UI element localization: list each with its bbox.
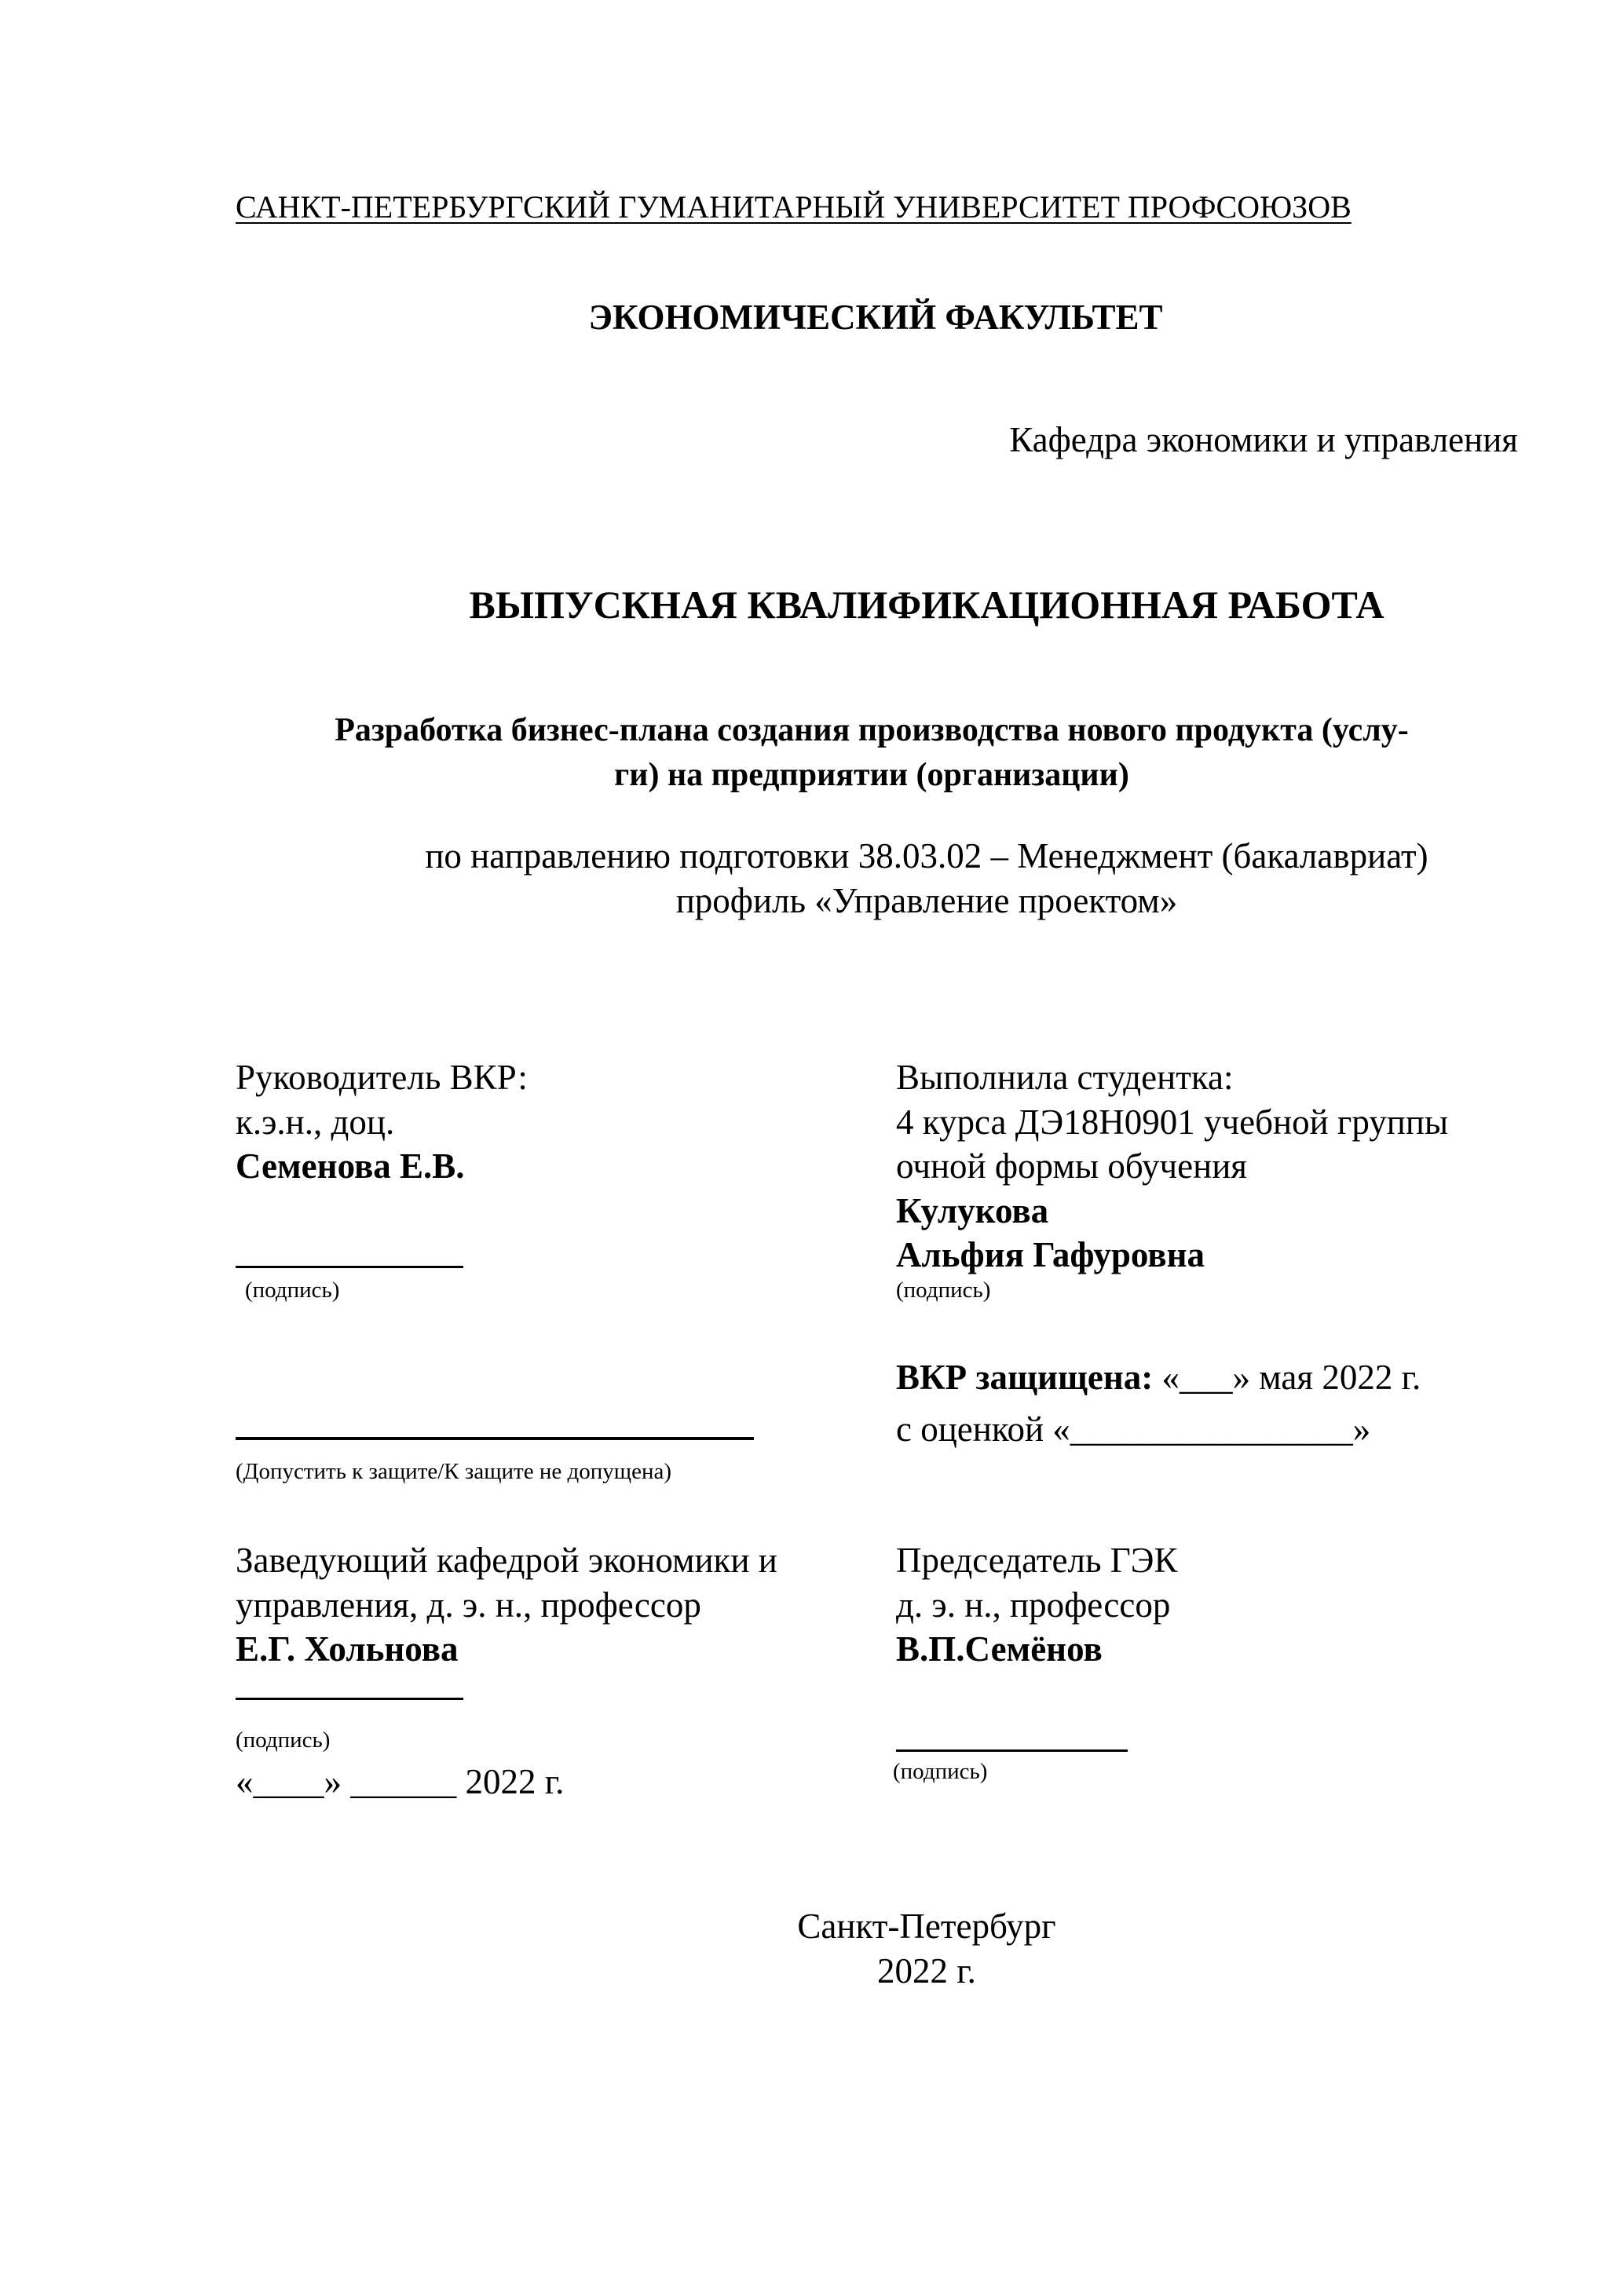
student-label: Выполнила студентка: xyxy=(896,1058,1234,1097)
supervisor-name: Семенова Е.В. xyxy=(236,1146,465,1186)
defense-label: ВКР защищена: xyxy=(896,1358,1154,1397)
supervisor-signature-line xyxy=(236,1266,463,1268)
chair-degree: д. э. н., профессор xyxy=(896,1585,1171,1625)
study-direction: по направлению подготовки 38.03.02 – Менеджмент (бакалавриат) xyxy=(425,836,1428,876)
defense-date: «___» мая 2022 г. xyxy=(1153,1358,1421,1397)
head-signature-caption: (подпись) xyxy=(236,1727,331,1753)
study-profile: профиль «Управление проектом» xyxy=(675,881,1178,920)
student-signature-caption: (подпись) xyxy=(896,1278,991,1303)
admission-line xyxy=(236,1437,754,1440)
supervisor-label: Руководитель ВКР: xyxy=(236,1058,528,1097)
university-name: САНКТ-ПЕТЕРБУРГСКИЙ ГУМАНИТАРНЫЙ УНИВЕРСИТЕТ ПРОФСОЮЗОВ xyxy=(236,189,1352,225)
chair-position: Председатель ГЭК xyxy=(896,1541,1178,1580)
head-position-line-2: управления, д. э. н., профессор xyxy=(236,1585,701,1625)
head-signature-line xyxy=(236,1698,463,1700)
student-course: 4 курса ДЭ18Н0901 учебной группы xyxy=(896,1102,1449,1142)
supervisor-degree: к.э.н., доц. xyxy=(236,1102,395,1142)
chair-signature-caption: (подпись) xyxy=(893,1759,988,1784)
defense-status xyxy=(896,1355,1421,1399)
head-date: «____» ______ 2022 г. xyxy=(236,1762,565,1801)
chair-name: В.П.Семёнов xyxy=(896,1629,1103,1669)
city: Санкт-Петербург xyxy=(797,1907,1056,1946)
head-name: Е.Г. Хольнова xyxy=(236,1629,459,1669)
document-title: ВЫПУСКНАЯ КВАЛИФИКАЦИОННАЯ РАБОТА xyxy=(469,583,1384,627)
faculty-name: ЭКОНОМИЧЕСКИЙ ФАКУЛЬТЕТ xyxy=(588,298,1163,337)
department-name: Кафедра экономики и управления xyxy=(1009,420,1518,459)
supervisor-signature-caption: (подпись) xyxy=(245,1278,340,1303)
student-study-form: очной формы обучения xyxy=(896,1146,1247,1186)
defense-grade: с оценкой «________________» xyxy=(896,1409,1371,1449)
year: 2022 г. xyxy=(877,1951,976,1991)
topic-line-2: ги) на предприятии (организации) xyxy=(614,757,1129,793)
topic-line-1: Разработка бизнес-плана создания производства нового продукта (услу- xyxy=(335,712,1409,748)
chair-signature-line xyxy=(896,1749,1128,1752)
head-position-line-1: Заведующий кафедрой экономики и xyxy=(236,1541,777,1580)
admission-caption: (Допустить к защите/К защите не допущена) xyxy=(236,1459,672,1484)
student-surname: Кулукова xyxy=(896,1191,1049,1230)
student-name: Альфия Гафуровна xyxy=(896,1235,1205,1274)
